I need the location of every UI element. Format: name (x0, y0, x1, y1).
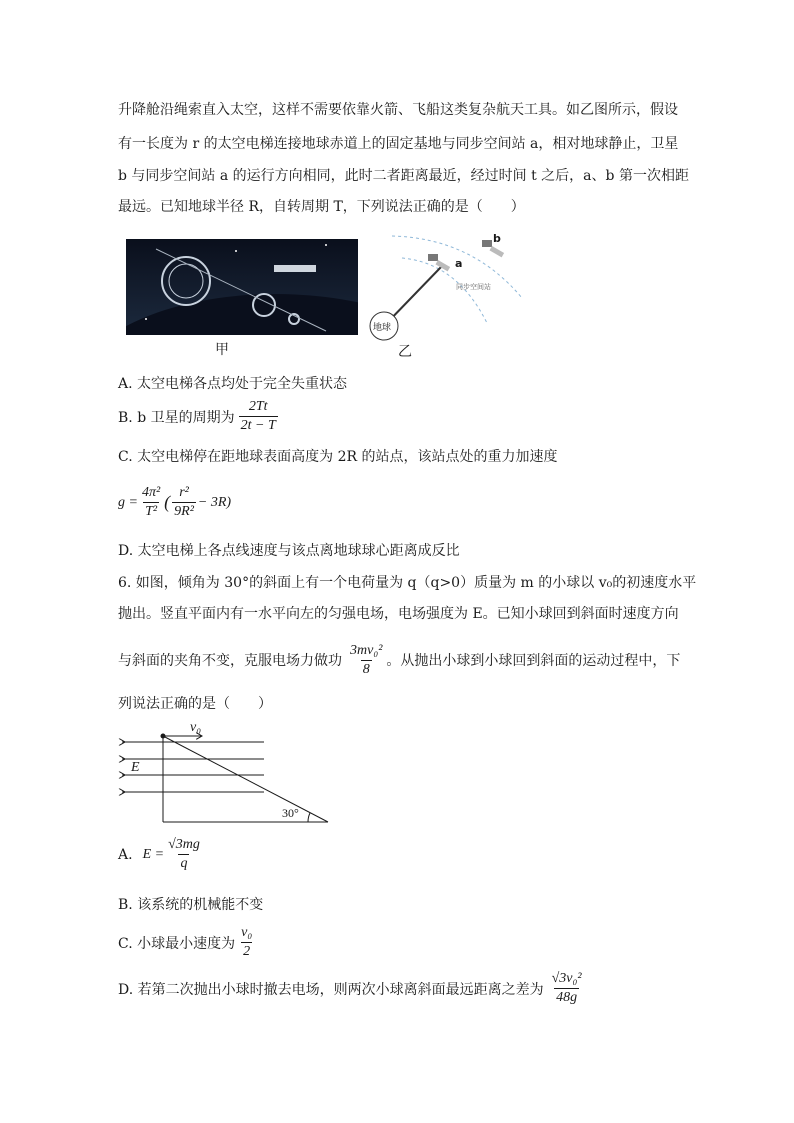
incline-field-diagram (118, 722, 334, 826)
q5-option-a: A. 太空电梯各点均处于完全失重状态 (118, 376, 348, 392)
q6-work-fraction (348, 642, 384, 679)
q5-option-c: C. 太空电梯停在距地球表面高度为 2R 的站点，该站点处的重力加速度 (118, 449, 558, 465)
q5-option-b-prefix: B. b 卫星的周期为 (118, 409, 235, 426)
label-earth: 地球 (373, 323, 392, 333)
frac-denominator: 2 (243, 944, 251, 959)
formula-g: g = (118, 494, 138, 510)
label-v0: v₀ (190, 720, 202, 735)
q6-option-d (118, 970, 586, 1007)
frac-numerator: √3mg (168, 837, 200, 852)
q6-option-a-fraction (166, 836, 202, 873)
q6-option-b: B. 该系统的机械能不变 (118, 897, 264, 913)
q6-line-1: 6. 如图，倾角为 30°的斜面上有一个电荷量为 q（q>0）质量为 m 的小球以 v₀的初速度水平 (118, 575, 697, 591)
frac-numerator: 4π² (141, 485, 161, 500)
q5-option-b-fraction (239, 398, 278, 435)
frac-numerator: √3v₀² (551, 971, 582, 986)
paragraph-line-2: 有一长度为 r 的太空电梯连接地球赤道上的固定基地与同步空间站 a，相对地球静止，卫星 (118, 136, 679, 152)
q6-line-2: 抛出。竖直平面内有一水平向左的匀强电场，电场强度为 E。已知小球回到斜面时速度方向 (118, 606, 679, 622)
q6-option-c-prefix: C. 小球最小速度为 (118, 935, 236, 952)
paragraph-line-3: b 与同步空间站 a 的运行方向相同，此时二者距离最近，经过时间 t 之后，a、b 第一次相距 (118, 168, 689, 184)
q5-option-b (118, 398, 280, 435)
q6-option-a-prefix: A. (118, 846, 133, 863)
q6-line-3-suffix: 。从抛出小球到小球回到斜面的运动过程中，下 (386, 652, 681, 669)
frac-denominator: 8 (362, 662, 370, 677)
frac-denominator: 9R² (174, 504, 194, 519)
frac-denominator: 2t − T (240, 418, 276, 433)
frac-numerator: v₀ (241, 925, 253, 940)
label-angle: 30° (282, 806, 299, 820)
q6-option-c (118, 924, 256, 961)
space-elevator-photo (126, 239, 358, 335)
frac-numerator: r² (179, 485, 189, 500)
frac-denominator: T² (145, 504, 158, 519)
q6-line-4: 列说法正确的是（ ） (118, 696, 272, 712)
q6-option-d-fraction (550, 970, 584, 1007)
formula-frac-2 (172, 484, 196, 521)
q6-option-a (118, 836, 204, 873)
paragraph-line-1: 升降舱沿绳索直入太空，这样不需要依靠火箭、飞船这类复杂航天工具。如乙图所示，假设 (118, 102, 678, 118)
label-a: a (455, 257, 463, 270)
elevator-diagram (362, 228, 532, 358)
paragraph-line-4: 最远。已知地球半径 R，自转周期 T，下列说法正确的是（ ） (118, 199, 525, 215)
figure-caption-jia: 甲 (215, 342, 229, 358)
frac-numerator: 2Tt (248, 399, 268, 414)
frac-denominator: q (180, 856, 188, 871)
q5-option-c-formula (118, 484, 231, 521)
frac-denominator: 48g (556, 990, 578, 1005)
q6-option-a-lhs: E = (142, 846, 165, 862)
q6-line-3 (118, 642, 680, 679)
formula-tail: − 3R) (197, 494, 232, 510)
frac-numerator: 3mv₀² (350, 643, 383, 658)
q6-option-d-prefix: D. 若第二次抛出小球时撤去电场，则两次小球离斜面最远距离之差为 (118, 981, 544, 998)
q6-line-3-prefix: 与斜面的夹角不变，克服电场力做功 (118, 652, 342, 669)
q5-option-d: D. 太空电梯上各点线速度与该点离地球球心距离成反比 (118, 543, 460, 559)
label-E: E (131, 760, 140, 775)
label-station: 同步空间站 (456, 283, 491, 291)
label-b: b (493, 232, 501, 245)
formula-open-paren: ( (164, 492, 171, 512)
formula-frac-1 (140, 484, 162, 521)
figure-caption-yi: 乙 (398, 344, 412, 360)
q6-option-c-fraction (239, 924, 254, 961)
